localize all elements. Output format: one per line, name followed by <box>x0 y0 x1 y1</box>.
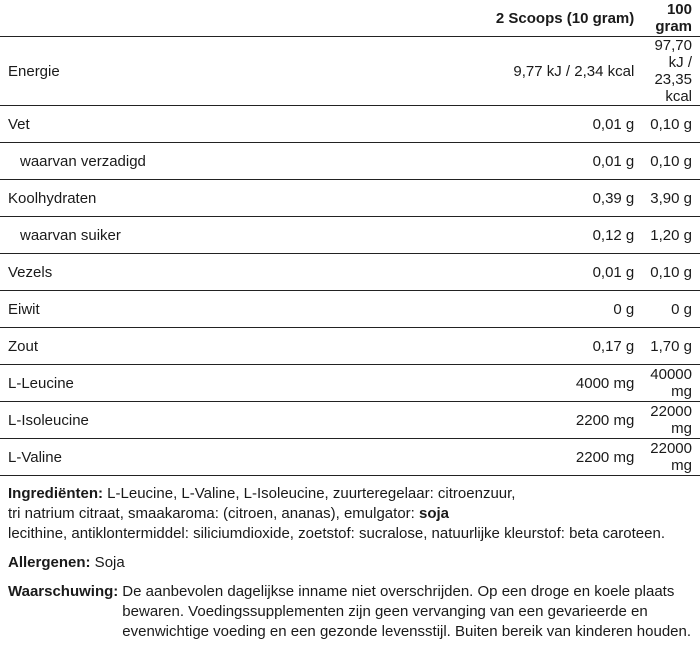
table-row <box>0 37 700 106</box>
nutrient-name: Vezels <box>0 254 201 291</box>
nutrient-name: waarvan suiker <box>0 217 201 254</box>
nutrient-name: Energie <box>0 37 201 106</box>
table-row <box>0 217 700 254</box>
serving-value: 0,01 g <box>201 143 642 180</box>
serving-value: 2200 mg <box>201 439 642 476</box>
ingredients-text-3: lecithine, antiklontermiddel: siliciumdioxide, zoetstof: sucralose, natuurlijke kleurstof: beta caroteen. <box>8 525 665 542</box>
nutrient-name: Zout <box>0 328 201 365</box>
per-100g-value: 22000 mg <box>642 402 700 439</box>
table-row <box>0 254 700 291</box>
nutrient-name: L-Leucine <box>0 365 201 402</box>
serving-value: 0,01 g <box>201 106 642 143</box>
serving-value: 0,39 g <box>201 180 642 217</box>
serving-value: 0,17 g <box>201 328 642 365</box>
table-row <box>0 291 700 328</box>
serving-value: 0 g <box>201 291 642 328</box>
per-100g-value: 97,70 kJ / 23,35 kcal <box>642 37 700 106</box>
per-100g-value: 1,20 g <box>642 217 700 254</box>
serving-value: 2200 mg <box>201 402 642 439</box>
nutrient-name: Eiwit <box>0 291 201 328</box>
warning-text: De aanbevolen dagelijkse inname niet overschrijden. Op een droge en koele plaats bewaren. Voedingssupplementen zijn geen vervanging van een gevarieerde en evenwichtige voeding en een gezonde levensstijl. Buiten bereik van kinderen houden. <box>122 583 692 640</box>
per-100g-value: 0,10 g <box>642 143 700 180</box>
nutrient-name: Koolhydraten <box>0 180 201 217</box>
nutrient-name: L-Isoleucine <box>0 402 201 439</box>
header-label <box>0 0 201 37</box>
per-100g-value: 22000 mg <box>642 439 700 476</box>
allergens-text: Soja <box>90 554 125 571</box>
per-100g-value: 0 g <box>642 291 700 328</box>
allergen-highlight: soja <box>419 505 450 522</box>
ingredients-label: Ingrediënten: <box>8 485 104 502</box>
header-serving: 2 Scoops (10 gram) <box>201 0 642 37</box>
serving-value: 4000 mg <box>201 365 642 402</box>
product-notes <box>8 484 692 659</box>
per-100g-value: 3,90 g <box>642 180 700 217</box>
table-row <box>0 365 700 402</box>
warning-paragraph <box>8 582 692 642</box>
per-100g-value: 0,10 g <box>642 106 700 143</box>
allergens-paragraph <box>8 553 692 573</box>
serving-value: 0,12 g <box>201 217 642 254</box>
ingredients-line-2 <box>8 504 692 524</box>
table-row <box>0 106 700 143</box>
per-100g-value: 0,10 g <box>642 254 700 291</box>
nutrient-name: Vet <box>0 106 201 143</box>
nutrient-name: waarvan verzadigd <box>0 143 201 180</box>
table-row <box>0 143 700 180</box>
allergens-label: Allergenen: <box>8 554 91 571</box>
ingredients-paragraph <box>8 484 692 544</box>
table-row <box>0 180 700 217</box>
serving-value: 0,01 g <box>201 254 642 291</box>
table-row <box>0 439 700 476</box>
per-100g-value: 40000 mg <box>642 365 700 402</box>
ingredients-text: L-Leucine, L-Valine, L-Isoleucine, zuurteregelaar: citroenzuur, <box>103 485 516 502</box>
ingredients-line-1 <box>8 484 692 504</box>
table-row <box>0 402 700 439</box>
nutrient-name: L-Valine <box>0 439 201 476</box>
ingredients-text-2: tri natrium citraat, smaakaroma: (citroen, ananas), emulgator: <box>8 505 419 522</box>
table-header-row <box>0 0 700 37</box>
serving-value: 9,77 kJ / 2,34 kcal <box>201 37 642 106</box>
per-100g-value: 1,70 g <box>642 328 700 365</box>
header-per-100g: 100 gram <box>642 0 700 37</box>
warning-label: Waarschuwing: <box>8 583 119 600</box>
table-row <box>0 328 700 365</box>
